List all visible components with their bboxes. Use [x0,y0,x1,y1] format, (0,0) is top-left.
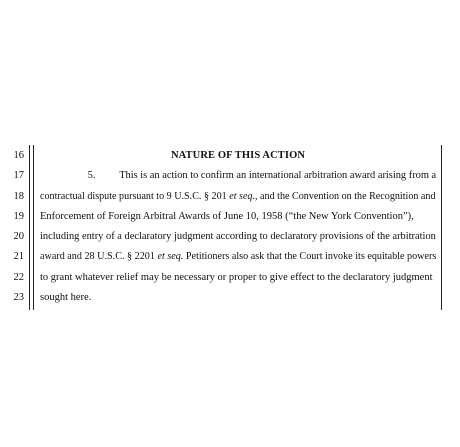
text-line [40,251,437,263]
line-number: 21 [13,251,24,262]
text-run: This is an action to confirm an international arbitration award arising from a [119,170,437,181]
text-line [40,231,436,243]
right-margin-rule [441,145,442,310]
line-number: 22 [13,272,24,283]
text-run: Enforcement of Foreign Arbitral Awards of June 10, 1958 (“the New York Convention”), [40,211,414,222]
line-number: 23 [13,292,24,303]
text-run: sought here. [40,292,92,303]
text-run: to grant whatever relief may be necessary or proper to give effect to the declaratory judgment [40,272,433,283]
text-run: Petitioners also ask that the Court invoke its equitable powers [183,251,437,262]
text-run: , and the Convention on the Recognition and [255,191,436,202]
left-margin-rule-inner [33,145,34,310]
line-number: 19 [13,211,24,222]
italic-run: et seq. [157,251,184,262]
line-number: 17 [13,170,24,181]
line-number: 20 [13,231,24,242]
section-heading: NATURE OF THIS ACTION [170,150,306,161]
text-line [40,191,436,203]
left-margin-rule [29,145,30,310]
text-line [40,272,436,284]
text-line [40,292,436,304]
text-run: contractual dispute pursuant to 9 U.S.C. § 201 [40,191,230,202]
line-number: 18 [13,191,24,202]
italic-run: et seq. [229,191,256,202]
text-run: award and 28 U.S.C. § 2201 [40,251,158,262]
text-line [40,211,436,223]
paragraph-number: 5. [87,170,96,181]
line-number: 16 [13,150,24,161]
text-line [40,170,437,182]
text-run: including entry of a declaratory judgment according to declaratory provisions of the arbitration [40,231,436,242]
